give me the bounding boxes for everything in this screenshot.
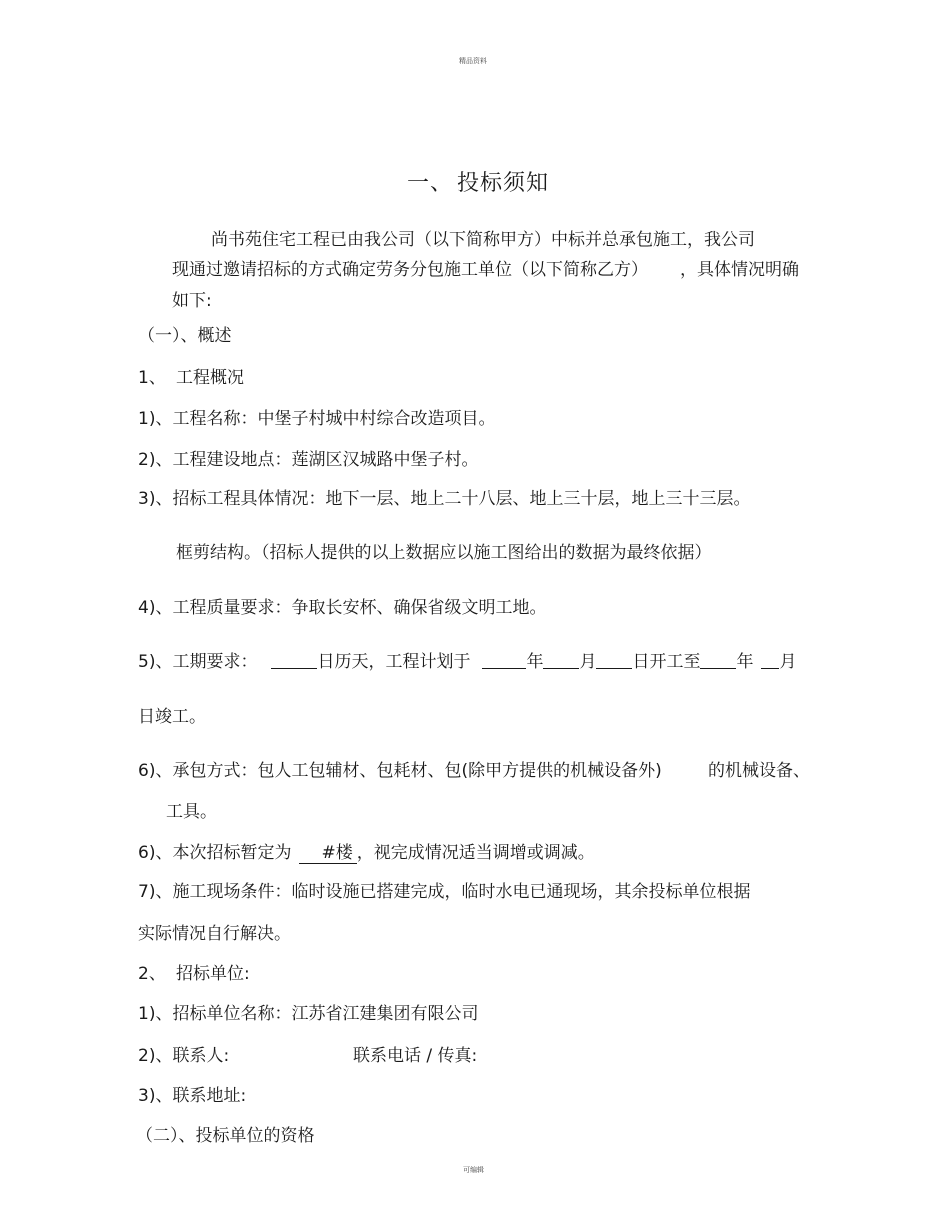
item-schedule <box>138 651 796 673</box>
item-site-conditions-cont: 实际情况自行解决。 <box>138 924 291 944</box>
item-contract-method-cont: 的机械设备、 <box>708 761 810 781</box>
schedule-text: 日历天，工程计划于 <box>317 652 471 672</box>
end-month-blank <box>761 652 779 669</box>
item-quality: 4)、工程质量要求：争取长安杯、确保省级文明工地。 <box>138 598 547 618</box>
section-heading-qualification: （二）、投标单位的资格 <box>136 1126 315 1146</box>
start-label: 日开工至 <box>632 652 701 672</box>
section-number: 一、 <box>407 171 454 196</box>
item-contract-method-tools: 工具。 <box>166 802 217 822</box>
item-contract-method: 6)、承包方式：包人工包辅材、包耗材、包(除甲方提供的机械设备外) <box>138 761 662 781</box>
page-header: 精品资料 <box>459 57 487 65</box>
days-blank <box>271 652 317 669</box>
page-title: 投标须知 <box>457 171 550 196</box>
item-bid-scope <box>138 842 595 864</box>
bid-scope-text: ，视完成情况适当调增或调减。 <box>356 843 595 863</box>
intro-line-2a: 现通过邀请招标的方式确定劳务分包施工单位（以下简称乙方） <box>172 260 648 280</box>
start-month-blank <box>543 652 579 669</box>
tenderer-name: 1)、招标单位名称：江苏省江建集团有限公司 <box>138 1004 479 1024</box>
subsection-number-2: 2、 <box>138 964 166 984</box>
completion-text: 日竣工。 <box>138 707 206 727</box>
subsection-number: 1、 <box>138 368 166 388</box>
item-project-location: 2)、工程建设地点：莲湖区汉城路中堡子村。 <box>138 450 479 470</box>
item-site-conditions: 7)、施工现场条件：临时设施已搭建完成，临时水电已通现场，其余投标单位根据 <box>138 882 751 902</box>
schedule-label: 5)、工期要求： <box>138 652 258 672</box>
contact-phone-fax: 联系电话 / 传真: <box>353 1046 478 1066</box>
item-structure-note: 框剪结构。（招标人提供的以上数据应以施工图给出的数据为最终依据） <box>176 543 712 563</box>
intro-line-2b: ，具体情况明确 <box>680 260 799 280</box>
intro-line-1: 尚书苑住宅工程已由我公司（以下简称甲方）中标并总承包施工，我公司 <box>211 230 755 250</box>
start-year-blank <box>482 652 526 669</box>
bid-scope-label: 6)、本次招标暂定为 <box>138 843 292 863</box>
end-year-blank <box>700 652 736 669</box>
intro-line-3: 如下: <box>172 291 212 311</box>
contact-address: 3)、联系地址: <box>138 1086 247 1106</box>
section-heading-overview: （一）、概述 <box>138 326 232 346</box>
start-day-blank <box>596 652 632 669</box>
subsection-title-project: 工程概况 <box>176 368 244 388</box>
month-label: 月 <box>579 652 597 672</box>
year-label: 年 <box>526 652 544 672</box>
year-label-2: 年 <box>736 652 754 672</box>
month-label-2: 月 <box>779 652 797 672</box>
contact-person: 2)、联系人: <box>138 1046 230 1066</box>
subsection-title-tenderer: 招标单位: <box>176 964 250 984</box>
building-blank: #楼 <box>299 843 356 864</box>
page-footer: 可编辑 <box>463 1166 484 1174</box>
item-project-details: 3)、招标工程具体情况：地下一层、地上二十八层、地上三十层，地上三十三层。 <box>138 489 751 509</box>
item-project-name: 1)、工程名称：中堡子村城中村综合改造项目。 <box>138 409 496 429</box>
